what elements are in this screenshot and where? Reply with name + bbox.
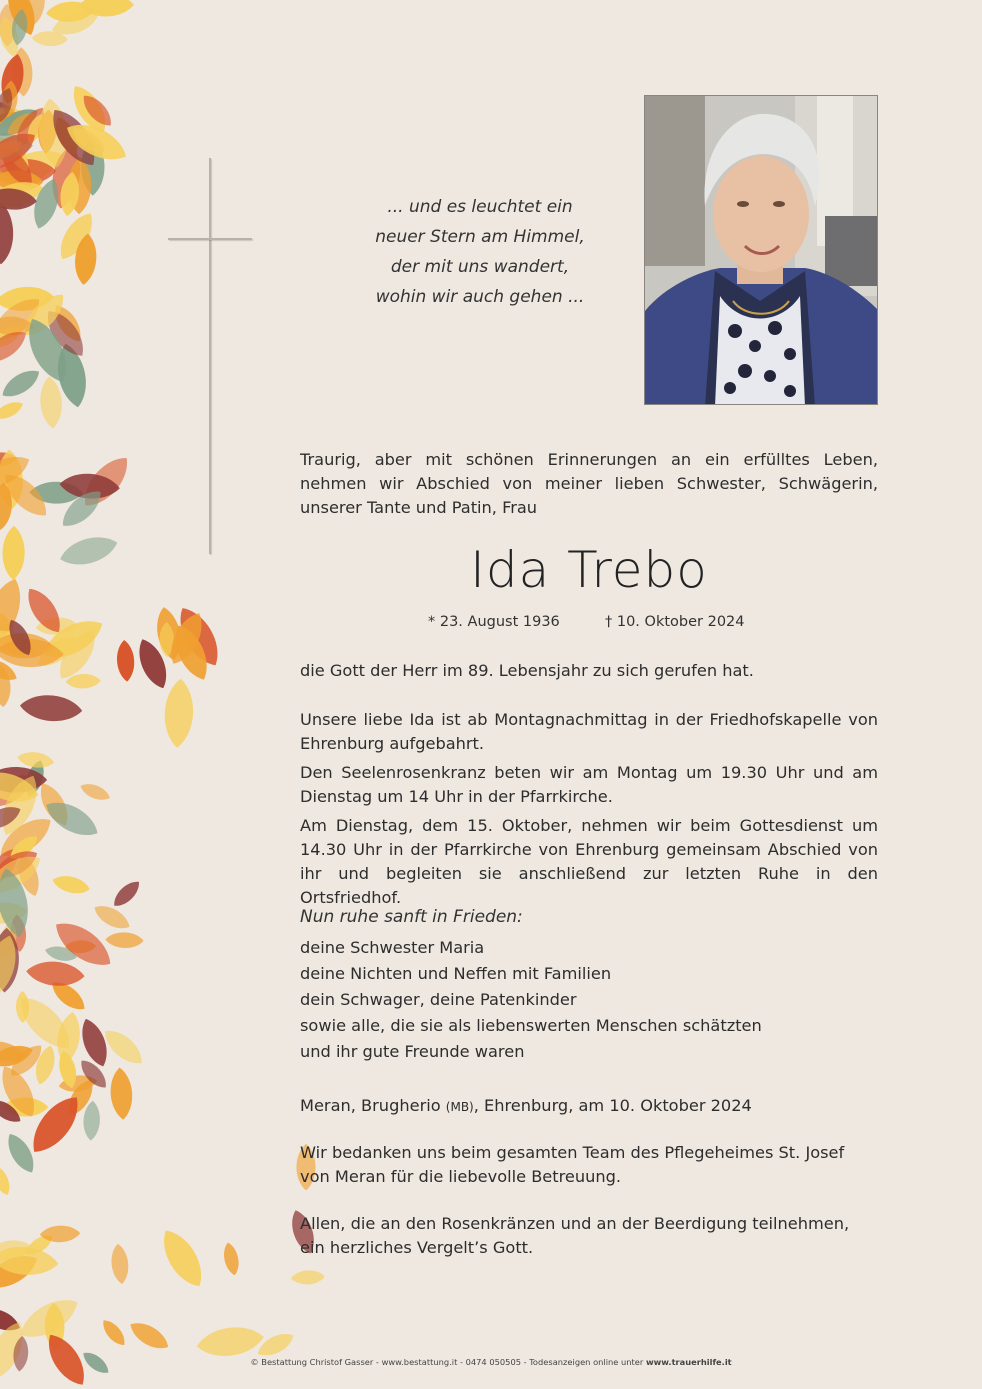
leaf-shape — [78, 780, 112, 804]
leaf-shape — [195, 1323, 266, 1360]
place-after: , Ehrenburg, am 10. Oktober 2024 — [473, 1096, 752, 1115]
rosary-paragraph: Den Seelenrosenkranz beten wir am Montag um 19.30 Uhr und am Dienstag um 14 Uhr in der Pfarrkirche. — [300, 763, 878, 806]
leaf-shape — [57, 531, 121, 571]
birth-date: * 23. August 1936 — [428, 614, 560, 630]
leaf-shape — [25, 959, 85, 988]
leaf-shape — [82, 1100, 100, 1141]
leaf-shape — [51, 872, 92, 896]
deceased-name: Ida Trebo — [470, 541, 708, 599]
footer — [0, 1357, 982, 1367]
thanks-text: Wir bedanken uns beim gesamten Team des Pflegeheimes St. Josef von Meran für die liebevolle Betreuung. — [300, 1143, 845, 1186]
mourner-line: sowie alle, die sie als liebenswerten Menschen schätzten — [300, 1016, 762, 1035]
mourners-list — [300, 935, 762, 1065]
leaf-shape — [0, 398, 26, 423]
quote-line: wohin wir auch gehen ... — [375, 287, 585, 307]
mourner-line: und ihr gute Freunde waren — [300, 1042, 525, 1061]
funeral-paragraph: Am Dienstag, dem 15. Oktober, nehmen wir beim Gottesdienst um 14.30 Uhr in der Pfarrkirche von Ehrenburg gemeinsam Abschied von ihr und begleiten sie anschließend zur letzten Ruhe in den Ortsfriedhof. — [300, 816, 878, 907]
intro-text: Traurig, aber mit schönen Erinnerungen an ein erfülltes Leben, nehmen wir Abschied von meiner lieben Schwester, Schwägerin, unserer Tante und Patin, Frau — [300, 450, 878, 517]
leaf-shape — [290, 1269, 325, 1285]
leaf-shape — [116, 639, 136, 682]
leaf-shape — [91, 900, 134, 934]
footer-link[interactable]: www.trauerhilfe.it — [645, 1357, 732, 1367]
quote-line: ... und es leuchtet ein — [387, 197, 573, 217]
memorial-quote — [330, 192, 630, 312]
leaf-shape — [19, 693, 83, 724]
leaf-shape — [16, 750, 55, 770]
leaf-shape — [109, 877, 143, 911]
mourner-line: deine Schwester Maria — [300, 938, 485, 957]
quote-line: der mit uns wandert, — [390, 257, 570, 277]
leaf-shape — [39, 376, 64, 430]
place-before: Meran, Brugherio — [300, 1096, 446, 1115]
closing-text: Allen, die an den Rosenkränzen und an der Beerdigung teilnehmen, ein herzliches Vergelt’s Gott. — [300, 1214, 850, 1257]
death-date: † 10. Oktober 2024 — [605, 614, 745, 630]
leaf-shape — [105, 932, 144, 949]
wake-paragraph: Unsere liebe Ida ist ab Montagnachmittag in der Friedhofskapelle von Ehrenburg aufgebahrt. — [300, 710, 878, 753]
leaf-shape — [110, 1243, 131, 1285]
leaf-shape — [154, 1224, 210, 1294]
leaf-shape — [2, 1129, 40, 1177]
leaf-shape — [0, 364, 44, 403]
leaf-shape — [0, 1163, 14, 1198]
leaf-shape — [126, 1317, 173, 1355]
province-code: (MB) — [445, 1100, 474, 1114]
leaf-shape — [99, 1316, 130, 1349]
mourner-line: deine Nichten und Neffen mit Familien — [300, 964, 612, 983]
leaf-shape — [163, 678, 195, 748]
leaf-shape — [221, 1241, 241, 1277]
footer-text: © Bestattung Christof Gasser - www.bestattung.it - 0474 050505 - Todesanzeigen online unter — [250, 1357, 646, 1367]
rest-in-peace-heading: Nun ruhe sanft in Frieden: — [300, 907, 523, 927]
cross-icon — [168, 158, 252, 554]
leaf-shape — [2, 526, 25, 580]
called-home-text: die Gott der Herr im 89. Lebensjahr zu sich gerufen hat. — [300, 661, 754, 680]
quote-line: neuer Stern am Himmel, — [375, 227, 585, 247]
mourner-line: dein Schwager, deine Patenkinder — [300, 990, 577, 1009]
leaf-shape — [109, 1067, 134, 1121]
portrait-photo — [644, 95, 878, 405]
place-and-date — [300, 1094, 878, 1119]
